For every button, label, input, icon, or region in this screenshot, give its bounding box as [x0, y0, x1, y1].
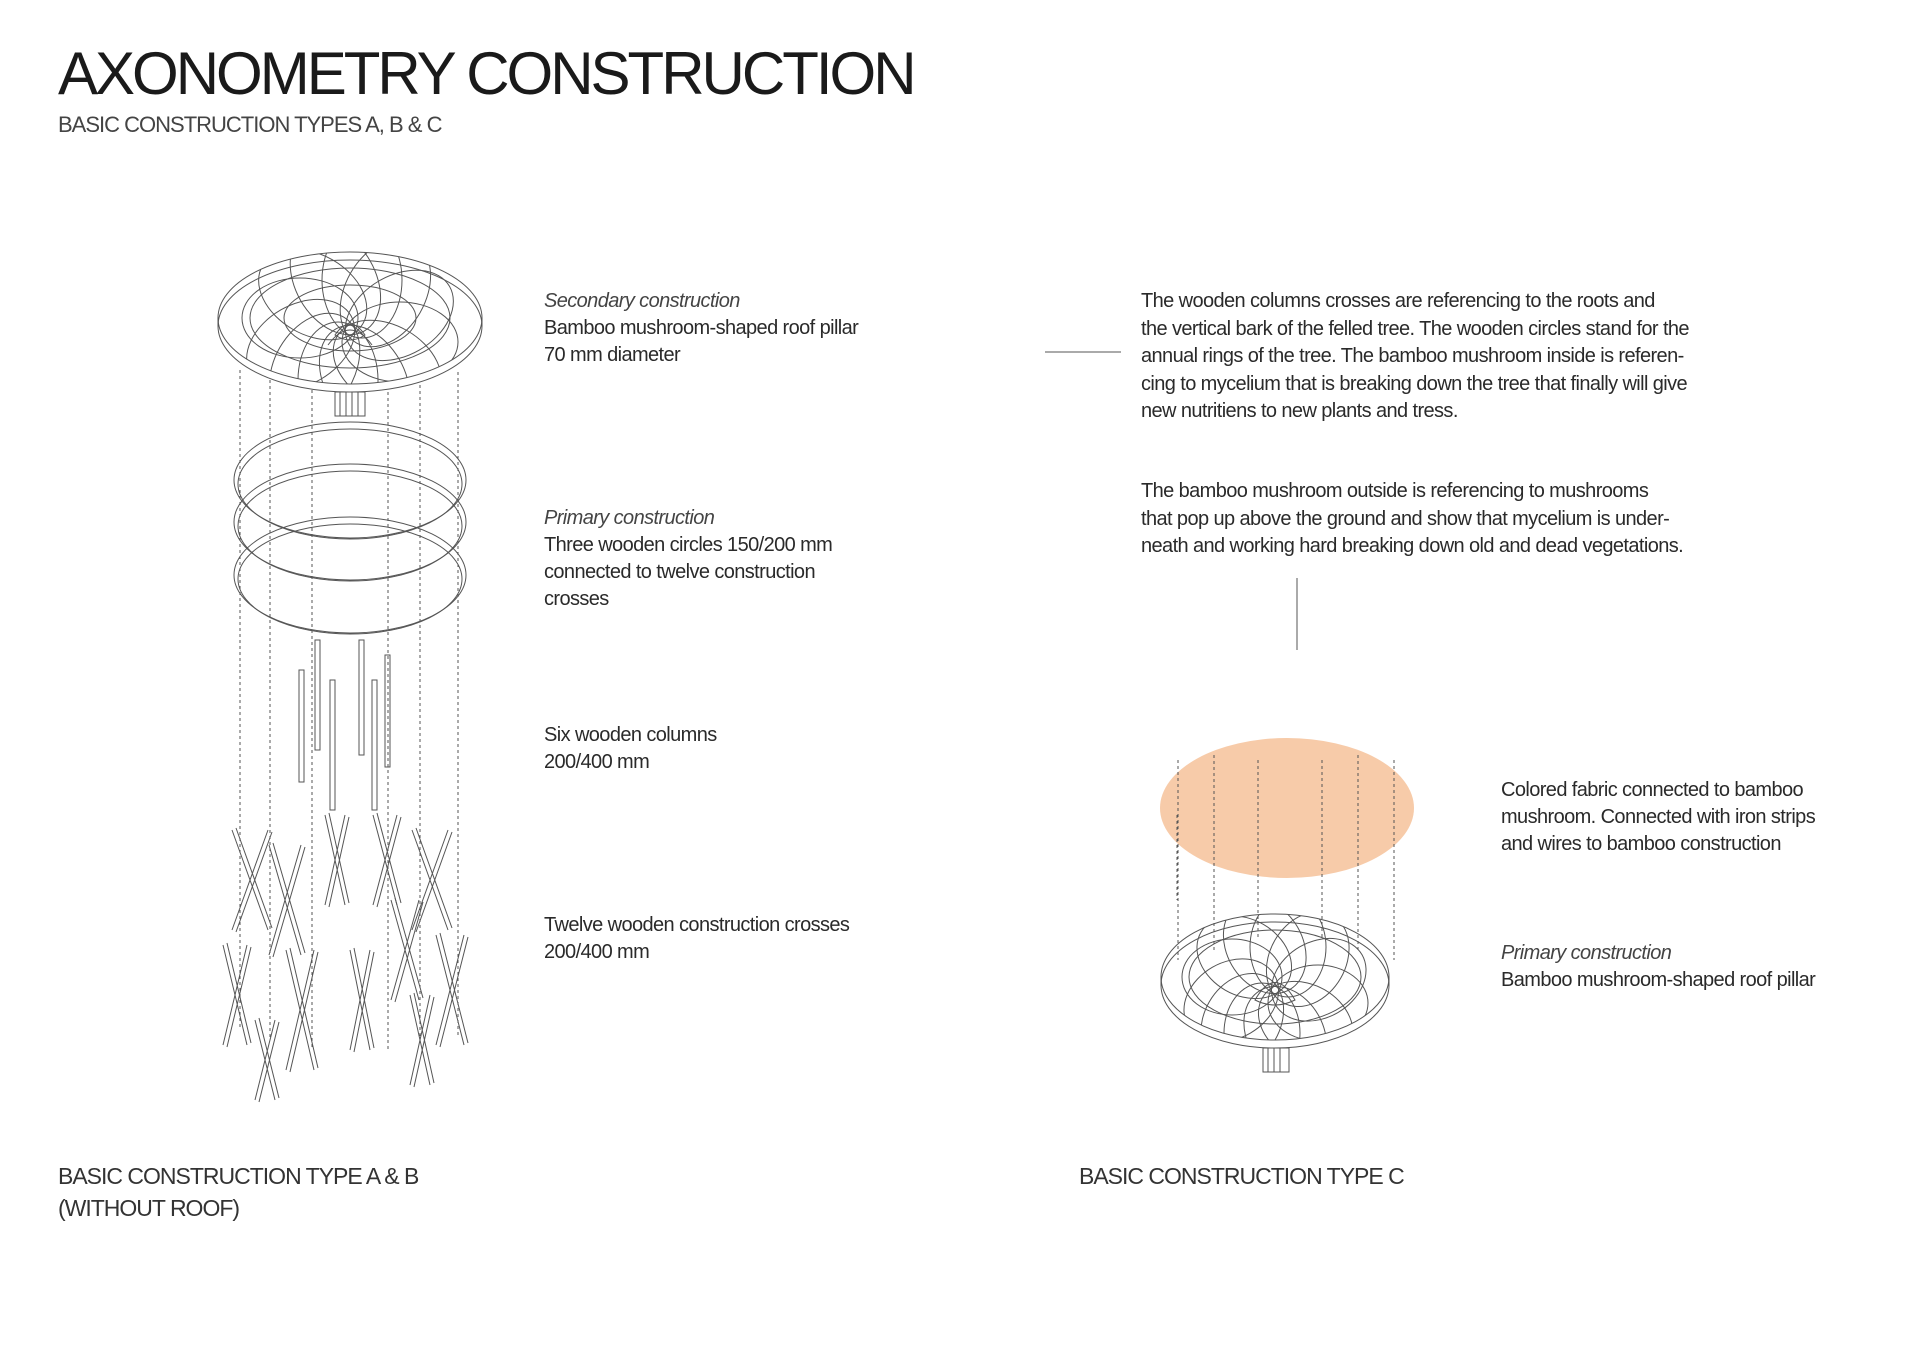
label-line: crosses	[544, 588, 609, 610]
wooden-circles	[234, 422, 466, 634]
paragraph-line: cing to mycelium that is breaking down the tree that finally will give	[1141, 372, 1688, 395]
label-line: Colored fabric connected to bamboo	[1501, 779, 1804, 801]
label-heading: Primary construction	[544, 507, 715, 529]
paragraph-line: The bamboo mushroom outside is referencing to mushrooms	[1141, 480, 1649, 502]
label-line: 70 mm diameter	[544, 344, 681, 366]
paragraph-line: new nutritiens to new plants and tress.	[1141, 400, 1458, 422]
projection-lines-ab	[240, 370, 458, 1050]
construction-crosses	[223, 813, 468, 1102]
paragraph-line: that pop up above the ground and show that mycelium is under-	[1141, 507, 1670, 530]
caption-line: (WITHOUT ROOF)	[58, 1195, 240, 1221]
paragraph-line: the vertical bark of the felled tree. The wooden circles stand for the	[1141, 317, 1689, 340]
label-line: connected to twelve construction	[544, 561, 815, 583]
label-line: 200/400 mm	[544, 941, 650, 963]
paragraph-line: annual rings of the tree. The bamboo mushroom inside is referen-	[1141, 345, 1684, 367]
label-heading: Primary construction	[1501, 942, 1672, 964]
label-line: Bamboo mushroom-shaped roof pillar	[1501, 969, 1816, 991]
label-line: 200/400 mm	[544, 751, 650, 773]
paragraph-line: The wooden columns crosses are referencing to the roots and	[1141, 290, 1655, 312]
bamboo-mushroom-roof	[218, 210, 482, 449]
wooden-columns	[299, 640, 390, 810]
page-subtitle: BASIC CONSTRUCTION TYPES A, B & C	[58, 112, 442, 137]
label-line: Six wooden columns	[544, 724, 717, 746]
paragraph-line: neath and working hard breaking down old and dead vegetations.	[1141, 535, 1684, 557]
label-line: Three wooden circles 150/200 mm	[544, 534, 833, 556]
page-title: AXONOMETRY CONSTRUCTION	[58, 40, 914, 107]
colored-fabric	[1160, 738, 1414, 878]
label-line: mushroom. Connected with iron strips	[1501, 806, 1816, 828]
caption-line: BASIC CONSTRUCTION TYPE C	[1079, 1163, 1404, 1189]
label-line: Bamboo mushroom-shaped roof pillar	[544, 317, 859, 339]
label-line: and wires to bamboo construction	[1501, 833, 1781, 855]
label-heading: Secondary construction	[544, 290, 740, 312]
label-line: Twelve wooden construction crosses	[544, 914, 850, 936]
caption-line: BASIC CONSTRUCTION TYPE A & B	[58, 1163, 419, 1189]
bamboo-mushroom-roof-c	[1161, 884, 1389, 1096]
